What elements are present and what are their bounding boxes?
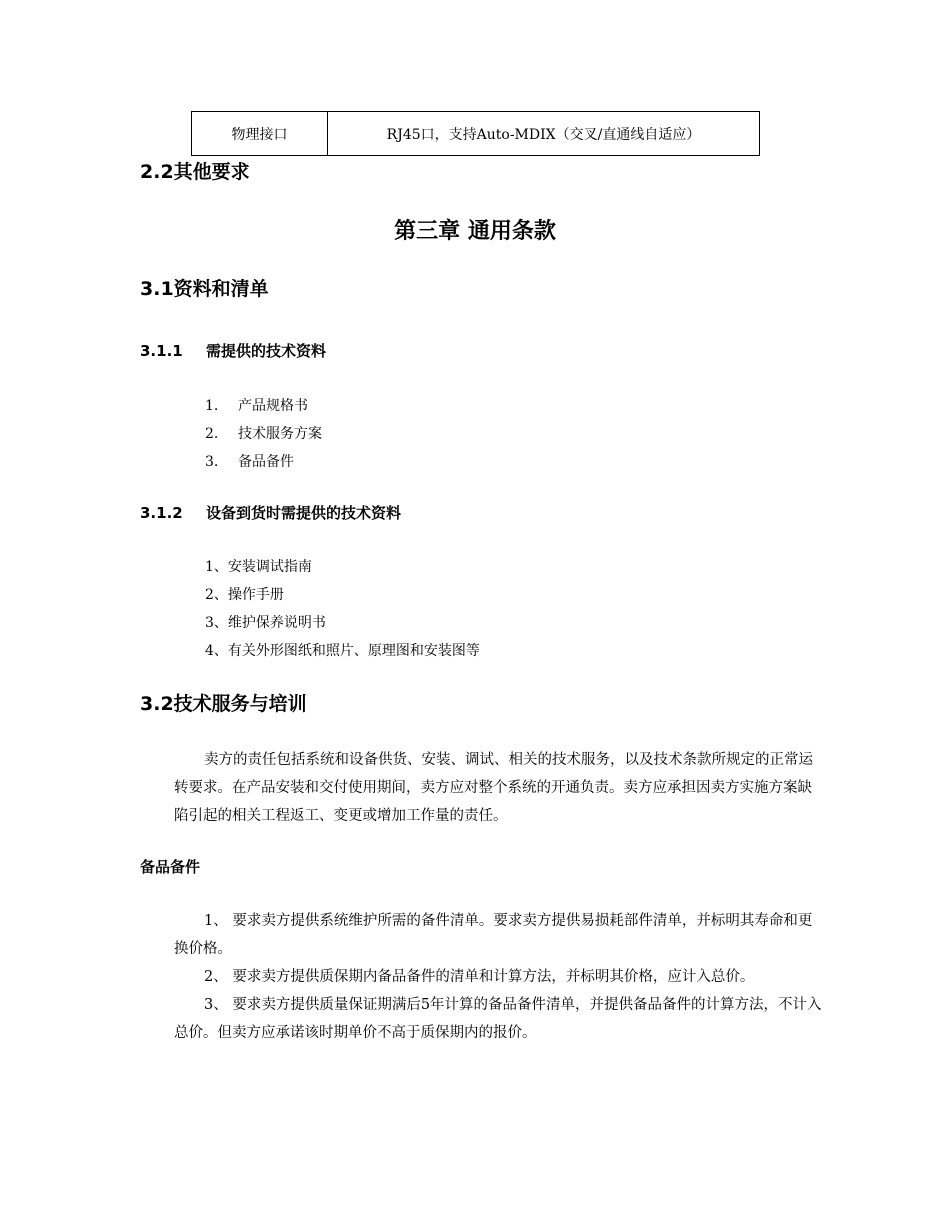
table-row	[192, 112, 760, 156]
list-text: 产品规格书	[238, 398, 308, 414]
heading-text: 设备到货时需提供的技术资料	[206, 504, 402, 522]
heading-3-1-2	[140, 502, 401, 523]
list-marker: 2.	[205, 426, 219, 442]
heading-number: 3.1.2	[140, 504, 183, 522]
list-text: 技术服务方案	[238, 426, 322, 442]
heading-spares: 备品备件	[140, 858, 201, 876]
heading-number: 3.1.1	[140, 342, 183, 360]
list-item: 1、安装调试指南	[205, 559, 312, 575]
table-cell-value: RJ45口，支持Auto-MDIX（交叉/直通线自适应）	[328, 112, 760, 156]
paragraph-service: 卖方的责任包括系统和设备供货、安装、调试、相关的技术服务，以及技术条款所规定的正常运转要求。在产品安装和交付使用期间，卖方应对整个系统的开通负责。卖方应承担因卖方实施方案缺陷引起的相关工程返工、变更或增加工作量的责任。	[174, 752, 813, 824]
heading-3-1: 3.1资料和清单	[140, 278, 269, 300]
spares-item: 3、 要求卖方提供质量保证期满后5年计算的备品备件清单，并提供备品备件的计算方法，不计入总价。但卖方应承诺该时期单价不高于质保期内的报价。	[174, 997, 822, 1041]
heading-3-2: 3.2技术服务与培训	[140, 693, 307, 715]
list-item	[205, 395, 308, 415]
heading-2-2: 2.2其他要求	[140, 161, 250, 183]
list-item: 3、维护保养说明书	[205, 615, 326, 631]
spares-item: 1、 要求卖方提供系统维护所需的备件清单。要求卖方提供易损耗部件清单，并标明其寿命和更换价格。	[174, 913, 813, 957]
list-item	[205, 451, 294, 471]
spares-item: 2、 要求卖方提供质保期内备品备件的清单和计算方法，并标明其价格，应计入总价。	[204, 969, 755, 985]
list-item: 2、操作手册	[205, 587, 284, 603]
heading-3-1-1	[140, 340, 326, 361]
spec-table	[191, 111, 760, 156]
list-item: 4、有关外形图纸和照片、原理图和安装图等	[205, 643, 480, 659]
heading-text: 需提供的技术资料	[206, 342, 327, 360]
list-marker: 3.	[205, 454, 219, 470]
list-marker: 1.	[205, 398, 219, 414]
list-item	[205, 423, 322, 443]
chapter-title: 第三章 通用条款	[394, 219, 556, 244]
table-cell-name: 物理接口	[192, 112, 328, 156]
list-text: 备品备件	[238, 454, 294, 470]
